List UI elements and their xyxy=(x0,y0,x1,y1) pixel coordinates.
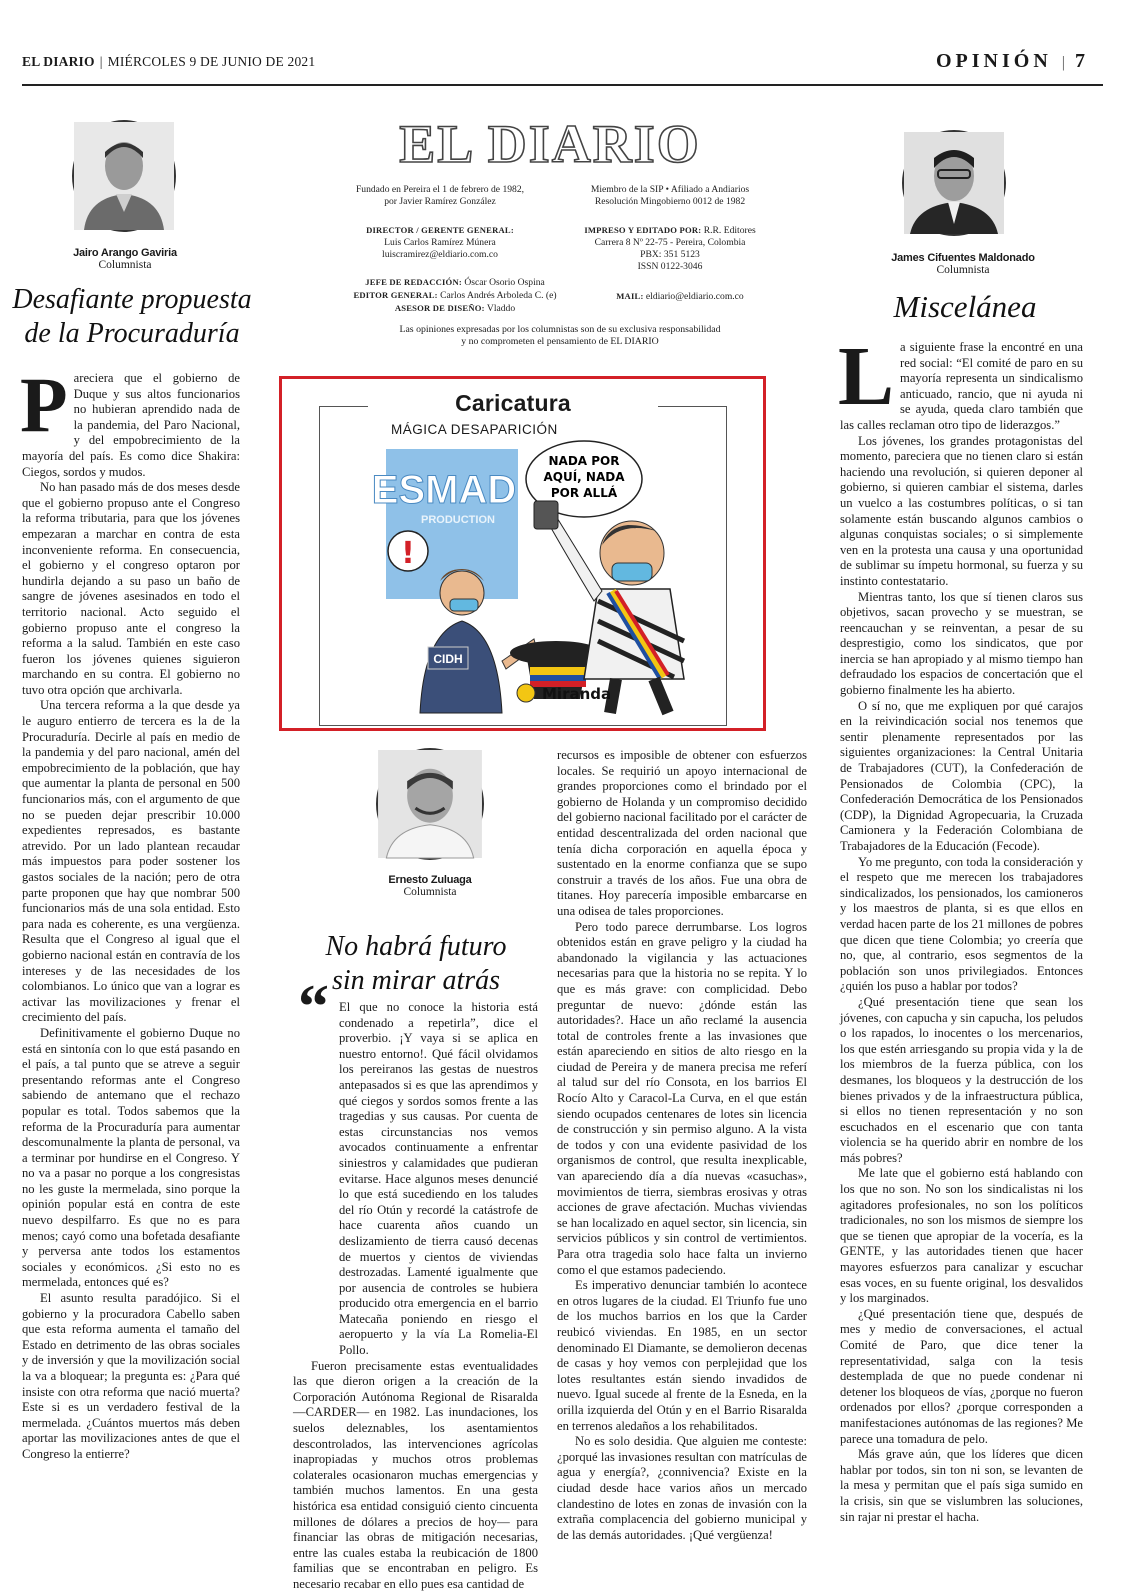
article-left-body xyxy=(20,361,240,1463)
paragraph: Definitivamente el gobierno Duque no está en sintonía con lo que está pasando en el país, a tal punto que se atreve a seguir presentando reformas ante el Congreso sabiendo de antemano que el rechazo popular es total. Todos sabemos que la reforma de la Procuraduría para aumentar descomunalmente la planta de personal, va a terminar por hundirse en el Congreso. Y no va a pasar no porque a los congresistas no les guste la mermelada, sino porque la opinión popular está en contra de este nuevo despilfarro. Es que no es para menos; cayó como una bofetada desafiante y perversa ante todos los estamentos sociales y económicos. ¿Si esto no es mermelada, entonces qué es? xyxy=(22,1025,240,1290)
author-role: Columnista xyxy=(936,264,990,276)
paragraph: ¿Qué presentación tiene que sean los jóvenes, con capucha y sin capucha, los peludos o los rapados, lo inocentes o los mercenarios, los que estén arriesgando su propia vida y la de los miembros de la fuerza pública, con los desmanes, los bloqueos y la destrucción de los bienes privados y de la infraestructura pública, si ellos no tienen representación y no son escuchados en el escenario que con tanta violencia se ha querido abrir en nombre de los más pobres? xyxy=(840,994,1083,1165)
article-center-body-b xyxy=(557,748,807,1543)
paragraph: Los jóvenes, los grandes protagonistas del momento, pareciera que no tienen claro si están haciendo una revolución, si quieren deponer al gobierno, si quieren cambiar el sistema, darles un vuelco a las costumbres políticas, o si tan solamente están buscando algunos cambios o algunas conquistas sociales; o si simplemente ven en la protesta una causa y una oportunidad de sublimar su ímpetu hormonal, su fuerza y su instinto contestatario. xyxy=(840,433,1083,588)
masthead-director: DIRECTOR / GERENTE GENERAL: Luis Carlos Ramírez Múnera luiscramirez@eldiario.com.co xyxy=(366,225,514,260)
author-photo-james xyxy=(902,130,1006,236)
headline-left: Desafiante propuesta de la Procuraduría xyxy=(12,284,252,349)
portrait-icon xyxy=(904,132,1004,234)
portrait-icon xyxy=(74,122,174,230)
disclaimer: Las opiniones expresadas por los columnistas son de su exclusiva responsabilidad y no comprometen el pensamiento de EL DIARIO xyxy=(399,324,721,347)
figurines xyxy=(534,501,558,529)
author-name: Ernesto Zuluaga xyxy=(388,874,472,886)
masthead-member: Miembro de la SIP • Afiliado a Andiarios Resolución Mingobierno 0012 de 1982 xyxy=(590,184,750,207)
paragraph: Es imperativo denunciar también lo acontece en otros lugares de la ciudad. El Triunfo fue uno de los muchos barrios en los que la Carder reubicó viviendas. En 1985, en un sector denominado El Diamante, se demolieron decenas de casas y hoy vemos con perplejidad que los lotes resultantes están siendo invadidos de nuevo. Igual sucede al frente de la Esneda, en la orilla izquierda del Otún y en el Barrio Risaralda en terrenos aledaños a los rehabilitados. xyxy=(557,1278,807,1433)
masthead-staff: JEFE DE REDACCIÓN: Óscar Osorio Ospina EDITOR GENERAL: Carlos Andrés Arboleda C. (e) ASESOR DE DISEÑO: Vladdo xyxy=(353,277,557,314)
paper-name: EL DIARIO xyxy=(22,54,95,69)
paragraph: La siguiente frase la encontré en una red social: “El comité de paro en su mayoría representa un sindicalismo anticuado, rancio, que ni ayuda ni se ayuda, queda claro también que las calles reclaman otro tipo de liderazgos.” xyxy=(838,330,1083,432)
article-right-body xyxy=(838,330,1083,1525)
quote-mark: “ xyxy=(298,973,329,1041)
svg-text:POR ALLÁ: POR ALLÁ xyxy=(550,486,618,500)
section-label: OPINIÓN | 7 xyxy=(936,50,1089,72)
masthead-founded: Fundado en Pereira el 1 de febrero de 1982, por Javier Ramírez González xyxy=(355,184,525,207)
headline-right: Miscelánea xyxy=(893,289,1037,324)
article-center-body-a xyxy=(293,1000,538,1593)
headline-center: No habrá futuro sin mirar atrás xyxy=(325,931,507,996)
svg-text:!: ! xyxy=(401,536,415,571)
paragraph: Una tercera reforma a la que desde ya le auguro entierro de tercera es la de la Procuraduría. Decirle al país en medio de la pandemia y del paro nacional, amén del empobrecimiento de la población, que hay que aumentar la planta de personal en 500 funcionarios más, con el argumento de que no se pueden dejar prescribir 10.000 expedientes represados, es bastante atrevido. Por un lado plantean recaudar más impuestos para poder sostener los gastos sociales de la nación; pero de otra parte proponen que hay que nombrar 500 funcionarios más de una sola entidad. Esto para nada es coherente, es una vergüenza. Resulta que el Congreso al igual que el gobierno nacional están en contravía de los intereses y de las necesidades de los colombianos. Lo único que van a lograr es activar las movilizaciones y frenar el crecimiento del país. xyxy=(22,698,240,1025)
cartoon-illustration xyxy=(371,441,708,713)
paragraph: recursos es imposible de obtener con esfuerzos locales. Se requirió un apoyo internacional de grandes proporciones como el brindado por el gobierno de Holanda y un compromiso decidido del gobierno nacional facilitado por el carácter de entidad descentralizada del orden nacional que tenía dicha corporación en aquella época y sustentado en la enorme confianza que se supo construir a través de los años. Fue una obra de titanes. Hoy parecería imposible embarcarse en una odisea de tales proporciones. xyxy=(557,748,807,918)
author-photo-jairo xyxy=(72,120,176,232)
paragraph: Pero todo parece derrumbarse. Los logros obtenidos están en grave peligro y la ciudad ha abandonado la vigilancia y las actuaciones necesarias para que la historia no se repita. Y lo que es más grave: con complicidad. Debo preguntar de nuevo: ¿dónde están las autoridades?. Hace un año reclamé la ausencia total de controles frente a las invasiones que están apareciendo en sitios de alto riesgo en la ciudad de Pereira y de manera precisa me referí al talud sur del río Consota, en los barrios El Rocío Alto y Caracol-La Curva, en el que están siendo ocupados centenares de lotes sin licencia de construcción y sin permiso alguno. A la vista de todos y con una evidente pasividad de los organismos de control, que resulta inexplicable, van apareciendo día a día nuevas «casuchas», movimientos de tierra, siembras erosivas y otras acciones de grave afectación. Muchas viviendas se han localizado en aquel sector, sin licencia, sin servicios públicos y sin control de vertimientos. Para otra tragedia solo hace falta un invierno como el que estamos padeciendo. xyxy=(557,919,807,1277)
author-role: Columnista xyxy=(403,886,457,898)
section-name: OPINIÓN xyxy=(936,50,1052,72)
page-header: EL DIARIO | MIÉRCOLES 9 DE JUNIO DE 2021 xyxy=(22,54,316,69)
author-photo-ernesto xyxy=(376,748,484,860)
drop-cap: P xyxy=(20,361,68,448)
masthead-printed: IMPRESO Y EDITADO POR: R.R. Editores Carrera 8 Nº 22-75 - Pereira, Colombia PBX: 351 5123 ISSN 0122-3046 xyxy=(584,225,756,272)
masthead-logo-text: EL DIARIO xyxy=(399,114,701,174)
paragraph: El que no conoce la historia está condenado a repetirla”, dice el proverbio. ¡Y vaya si se aplica en nuestro entorno!. Qué fácil olvidamos los pereiranos las gestas de nuestros antepasados si es que las aprendimos y qué ciegos y sordos somos frente a las tragedias y sus causas. Por cuenta de estas circunstancias nos vemos avocados continuamente a enfrentar siniestros y calamidades que pudieran evitarse. Hace algunos meses denuncié lo que está sucediendo en los taludes del río Otún y recordé la catástrofe de hace cuarenta años cuando un deslizamiento de tierra causó decenas de muertos y cientos de viviendas destrozadas. Lamenté igualmente que por ausencia de controles se hubiera producido otra emergencia en el barrio Matecaña poniendo en riesgo el aeropuerto y la vía La Romelia-El Pollo. xyxy=(339,1000,538,1358)
paragraph: Pareciera que el gobierno de Duque y sus altos funcionarios no hubieran aprendido nada de la pandemia, del Paro Nacional, y del empobrecimiento de la mayoría del país. Es como dice Shakira: Ciegos, sordos y mudos. xyxy=(20,361,240,479)
esmad-sub-text: PRODUCTION xyxy=(421,514,495,526)
page-number: 7 xyxy=(1075,50,1089,72)
byline-right xyxy=(868,252,1058,276)
svg-text:NADA POR: NADA POR xyxy=(548,454,620,468)
paragraph: El asunto resulta paradójico. Si el gobierno y la procuradora Cabello saben que esta reforma aumenta el tamaño del Estado en detrimento de las obras sociales y de inversión y que la movilización social la va a bloquear; la pregunta es: ¿Para qué insiste con otra reforma que nació muerta? Este si es un verdadero festival de la mermelada. ¿Cuántos muertos más deben aportar las movilizaciones antes de que el Congreso la entierre? xyxy=(22,1291,240,1461)
mail-link[interactable]: eldiario@eldiario.com.co xyxy=(645,291,744,302)
paragraph: Fueron precisamente estas eventualidades las que dieron origen a la creación de la Corporación Autónoma Regional de Risaralda —CARDER— en 1982. Las inundaciones, los suelos deleznables, los asentamientos descontrolados, las intervenciones agrícolas inapropiadas y muchos otros problemas colaterales ocasionaron muchas emergencias y también muchos lamentos. En una gesta histórica esa entidad consiguió ciento cincuenta millones de dólares a precios de hoy— para financiar las obras de mitigación necesarias, entre las cuales estaba la reubicación de 1800 familias que se encontraban en peligro. Es necesario recabar en ello pues esa cantidad de xyxy=(293,1358,538,1591)
byline-center xyxy=(345,874,515,898)
cartoon-signature: Miranda xyxy=(542,685,612,703)
cartoon-title: Caricatura xyxy=(368,390,658,417)
author-name: James Cifuentes Maldonado xyxy=(891,252,1035,264)
cartoon-subtitle: MÁGICA DESAPARICIÓN xyxy=(391,422,558,437)
paragraph: ¿Qué presentación tiene que, después de mes y medio de conversaciones, el actual Comité de Paro, que dice tener la representatividad, salga con la tesis destemplada de que no puede condenar ni detener los bloqueos de vías, ¿porque no fueron ordenados por ellos? ¿porque corresponden a manifestaciones autónomas de las regiones? Me parece una tomadura de pelo. xyxy=(840,1306,1083,1446)
paragraph: Más grave aún, que los líderes que dicen hablar por todos, sin ton ni son, se levanten de la mesa y permitan que el país siga sumido en la crisis, sin que se vislumbren las soluciones, sin rajar ni prestar el hacha. xyxy=(840,1447,1083,1524)
drop-cap: L xyxy=(838,330,895,423)
paragraph: Mientras tanto, los que sí tienen claros sus objetivos, sacan provecho y se muestran, se reencauchan y se reinventan, a pesar de su desprestigio, como los sindicatos, que por inercia se han apropiado y al mismo tiempo han defraudado los espacios de concertación que el gobierno finalmente les ha abierto. xyxy=(840,589,1083,698)
masthead-logo xyxy=(395,112,705,172)
author-role: Columnista xyxy=(98,259,152,271)
author-name: Jairo Arango Gaviria xyxy=(73,247,177,259)
byline-left xyxy=(40,247,210,271)
portrait-icon xyxy=(378,750,482,858)
paragraph: Me late que el gobierno está hablando con los que no son. No son los sindicalistas ni los agitadores profesionales, no son los políticos tradicionales, no son los mismos de siempre los que se tienen que apropiar de la vocería, es la GENTE, y las autoridades tienen que hacer mayores esfuerzos para canalizar y escuchar esas voces, en su fuente original, los desvalidos y los marginados. xyxy=(840,1166,1083,1306)
esmad-sign-text: ESMAD xyxy=(371,468,517,512)
masthead-mail: MAIL: eldiario@eldiario.com.co xyxy=(616,291,744,302)
edition-date: MIÉRCOLES 9 DE JUNIO DE 2021 xyxy=(107,54,316,69)
paragraph: No es solo desidia. Que alguien me conteste: ¿porqué las invasiones resultan con matrículas de agua y energía?, ¿connivencia? Existe en la ciudad desde hace varios años un mercado clandestino de lotes en zonas de invasión con la extraña complacencia del gobierno municipal y de las demás autoridades. ¡Qué vergüenza! xyxy=(557,1434,807,1542)
header-rule xyxy=(22,84,1103,86)
paragraph: No han pasado más de dos meses desde que el gobierno propuso ante el Congreso la reforma tributaria, para que los jóvenes empezaran a marchar en contra de esta inconveniente reforma. En consecuencia, el gobierno y el congreso optaron por hundirla dejando a su paso un baño de sangre de jóvenes asesinados en todo el territorio nacional. Acto seguido el gobierno propuso ante el congreso la reforma a la salud. También en este caso fueron los jóvenes quienes siguieron marchando en su contra. El gobierno no tuvo otra opción que archivarla. xyxy=(22,480,240,697)
vest-text: CIDH xyxy=(433,652,463,666)
svg-text:AQUÍ, NADA: AQUÍ, NADA xyxy=(543,470,625,484)
paragraph: O sí no, que me expliquen por qué carajos en la reivindicación social nos tenemos que sentir plenamente representados por las siguientes organizaciones: la Central Unitaria de Trabajadores (CUT), la Confederación de Pensionados de Colombia (CPC), la Confederación Democrática de los Pensionados (CDP), la Dignidad Agropecuaria, la Cruzada Camionera y la Federación Colombiana de Trabajadores de la Educación (Fecode). xyxy=(840,698,1083,853)
paragraph: Yo me pregunto, con toda la consideración y el respeto que me merecen los trabajadores sindicalizados, los pensionados, los camioneros y los maestros de planta, si es que ellos en verdad hacen parte de los 21 millones de pobres que dicen que tiene Colombia; yo creería que no, que, al contrario, esos segmentos de la población son unos privilegiados. Entonces ¿quién los puso a hablar por todos? xyxy=(840,854,1083,994)
